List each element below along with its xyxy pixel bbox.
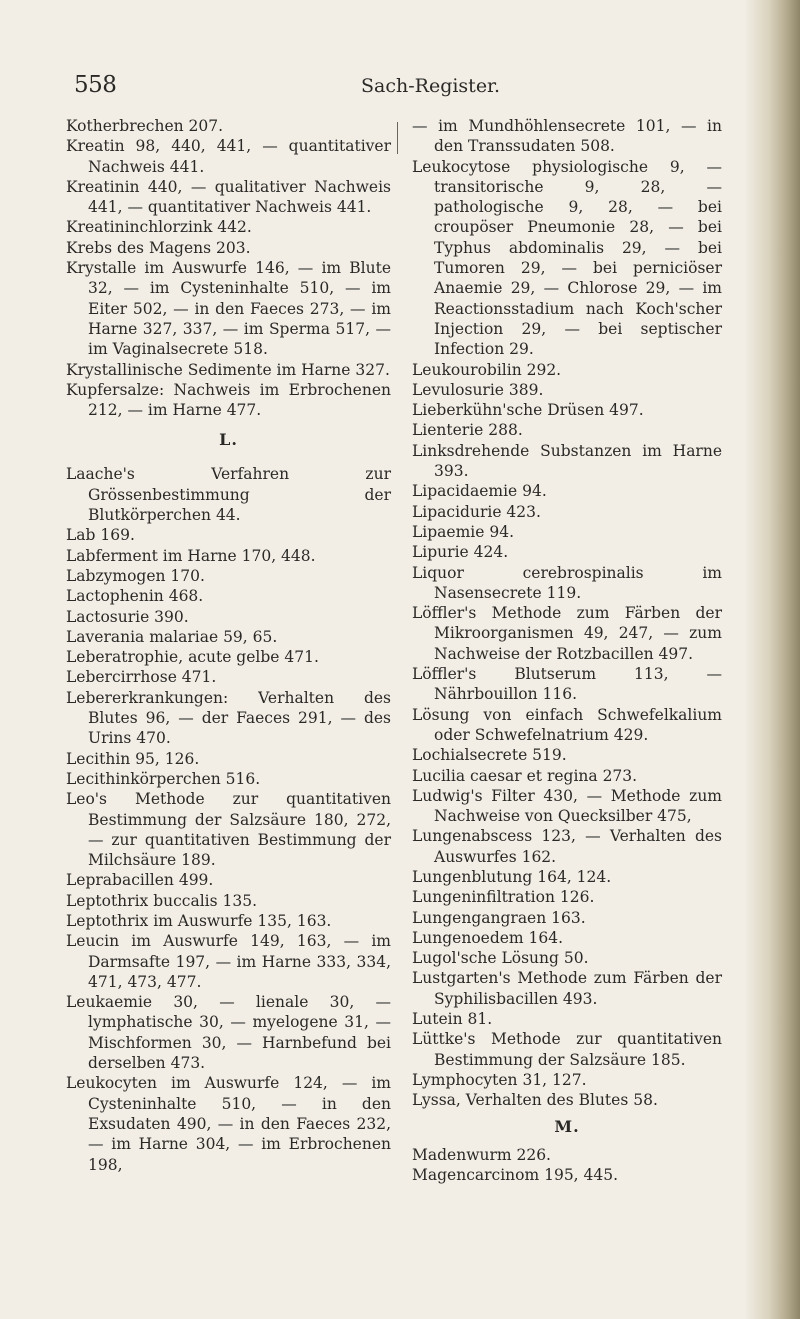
- index-entry: Krystallinische Sedimente im Harne 327.: [66, 360, 390, 379]
- section-heading-l: L.: [219, 430, 238, 450]
- index-entry: Laache's Verfahren zur Grössenbestimmung der Blutkörperchen 44.: [66, 465, 391, 525]
- right-column: [412, 116, 722, 1185]
- page-number: 558: [74, 72, 117, 98]
- index-entry: Lutein 81.: [412, 1010, 493, 1029]
- index-entry: Lungenoedem 164.: [412, 928, 564, 947]
- index-entry: Lugol'sche Lösung 50.: [412, 949, 589, 968]
- index-entry: Lipacidaemie 94.: [412, 482, 547, 501]
- entries-after-l: [66, 464, 391, 1174]
- index-entry: Leo's Methode zur quantitativen Bestimmung der Salzsäure 180, 272, — zur quantitativen Bestimmung der Milchsäure 189.: [66, 790, 391, 870]
- index-entry: Ludwig's Filter 430, — Methode zum Nachweise von Quecksilber 475,: [412, 786, 722, 826]
- running-head: Sach-Register.: [361, 75, 501, 97]
- index-entry: Löffler's Methode zum Färben der Mikroorganismen 49, 247, — zum Nachweise der Rotzbacillen 497.: [412, 604, 722, 663]
- index-entry: Leucin im Auswurfe 149, 163, — im Darmsafte 197, — im Harne 333, 334, 471, 473, 477.: [66, 932, 391, 991]
- index-entry: Lebercirrhose 471.: [66, 668, 217, 687]
- index-entry: Leukourobilin 292.: [412, 360, 562, 379]
- index-entry: Lösung von einfach Schwefelkalium oder Schwefelnatrium 429.: [412, 705, 722, 744]
- index-entry: Lipaemie 94.: [412, 522, 514, 541]
- index-entry: Krebs des Magens 203.: [66, 238, 251, 257]
- index-entry: Lactophenin 468.: [66, 587, 204, 606]
- index-entry: Leukaemie 30, — lienale 30, — lymphatische 30, — myelogene 31, — Mischformen 30, — Harnbefund bei derselben 473.: [66, 993, 391, 1073]
- index-entry: Kupfersalze: Nachweis im Erbrochenen 212, — im Harne 477.: [66, 380, 391, 420]
- index-entry: Lipacidurie 423.: [412, 502, 541, 521]
- page-header: [74, 72, 674, 102]
- index-entry: Leptothrix im Auswurfe 135, 163.: [66, 911, 332, 930]
- entries-before-l: [66, 116, 391, 420]
- column-divider: [397, 122, 398, 154]
- index-entry: Lustgarten's Methode zum Färben der Syphilisbacillen 493.: [412, 969, 722, 1008]
- section-heading-m: M.: [554, 1116, 580, 1136]
- index-entry: Lungeninfiltration 126.: [412, 888, 595, 907]
- index-entry: Lungenblutung 164, 124.: [412, 867, 612, 886]
- index-entry: Löffler's Blutserum 113, — Nährbouillon 116.: [412, 665, 722, 704]
- index-entry: Lactosurie 390.: [66, 607, 189, 626]
- index-entry: Lungengangraen 163.: [412, 908, 586, 927]
- index-entry: Labferment im Harne 170, 448.: [66, 546, 316, 565]
- index-entry: Kreatinin 440, — qualitativer Nachweis 441, — quantitativer Nachweis 441.: [66, 177, 391, 217]
- index-entry: Magencarcinom 195, 445.: [412, 1165, 619, 1184]
- index-entry: Labzymogen 170.: [66, 566, 205, 585]
- index-entry: Lyssa, Verhalten des Blutes 58.: [412, 1091, 658, 1110]
- page-edge-shadow: [744, 0, 800, 1319]
- index-entry: Kreatininchlorzink 442.: [66, 218, 252, 237]
- index-entry: Lipurie 424.: [412, 543, 509, 562]
- index-entry: Levulosurie 389.: [412, 380, 544, 399]
- index-entry: Liquor cerebrospinalis im Nasensecrete 119.: [412, 563, 722, 602]
- index-entry: Leukocytose physiologische 9, — transitorische 9, 28, — pathologische 9, 28, — bei croupöser Pneumonie 28, — bei Typhus abdominalis 29, — bei Tumoren 29, — bei perniciöser Anaemie 29, — Chlorose 29, — im Reactionsstadium nach Koch'scher Injection 29, — bei septischer Infection 29.: [412, 157, 722, 359]
- index-entry: Leprabacillen 499.: [66, 871, 214, 890]
- index-entry: Leberatrophie, acute gelbe 471.: [66, 648, 319, 667]
- index-entry: Lucilia caesar et regina 273.: [412, 766, 638, 785]
- index-entry: Madenwurm 226.: [412, 1145, 551, 1164]
- index-entry: Kotherbrechen 207.: [66, 117, 224, 135]
- index-entry: Lienterie 288.: [412, 421, 523, 440]
- index-entry: Lieberkühn'sche Drüsen 497.: [412, 401, 644, 420]
- left-column: [66, 116, 391, 1175]
- index-entry: Lochialsecrete 519.: [412, 746, 567, 765]
- index-entry: Linksdrehende Substanzen im Harne 393.: [412, 441, 722, 481]
- entries-after-m: [412, 1145, 722, 1186]
- index-entry: Laverania malariae 59, 65.: [66, 627, 278, 646]
- index-entry: Lymphocyten 31, 127.: [412, 1070, 587, 1089]
- index-entry: Lecithin 95, 126.: [66, 749, 200, 768]
- index-entry: Lab 169.: [66, 526, 135, 545]
- index-entry: Lüttke's Methode zur quantitativen Bestimmung der Salzsäure 185.: [412, 1030, 722, 1069]
- index-entry: Lebererkrankungen: Verhalten des Blutes 96, — der Faeces 291, — des Urins 470.: [66, 688, 391, 748]
- entries-before-m: [412, 116, 722, 1111]
- index-entry: Krystalle im Auswurfe 146, — im Blute 32, — im Cysteninhalte 510, — im Eiter 502, — in den Faeces 273, — im Harne 327, 337, — im Sperma 517, — im Vaginalsecrete 518.: [66, 259, 391, 359]
- index-entry: Lungenabscess 123, — Verhalten des Auswurfes 162.: [412, 827, 722, 866]
- index-entry: Kreatin 98, 440, 441, — quantitativer Nachweis 441.: [66, 137, 391, 176]
- index-entry: Leukocyten im Auswurfe 124, — im Cysteninhalte 510, — in den Exsudaten 490, — in den Faeces 232, — im Harne 304, — im Erbrochenen 198,: [66, 1074, 391, 1174]
- index-entry: — im Mundhöhlensecrete 101, — in den Transsudaten 508.: [412, 117, 722, 156]
- index-entry: Lecithinkörperchen 516.: [66, 769, 261, 788]
- index-entry: Leptothrix buccalis 135.: [66, 891, 258, 910]
